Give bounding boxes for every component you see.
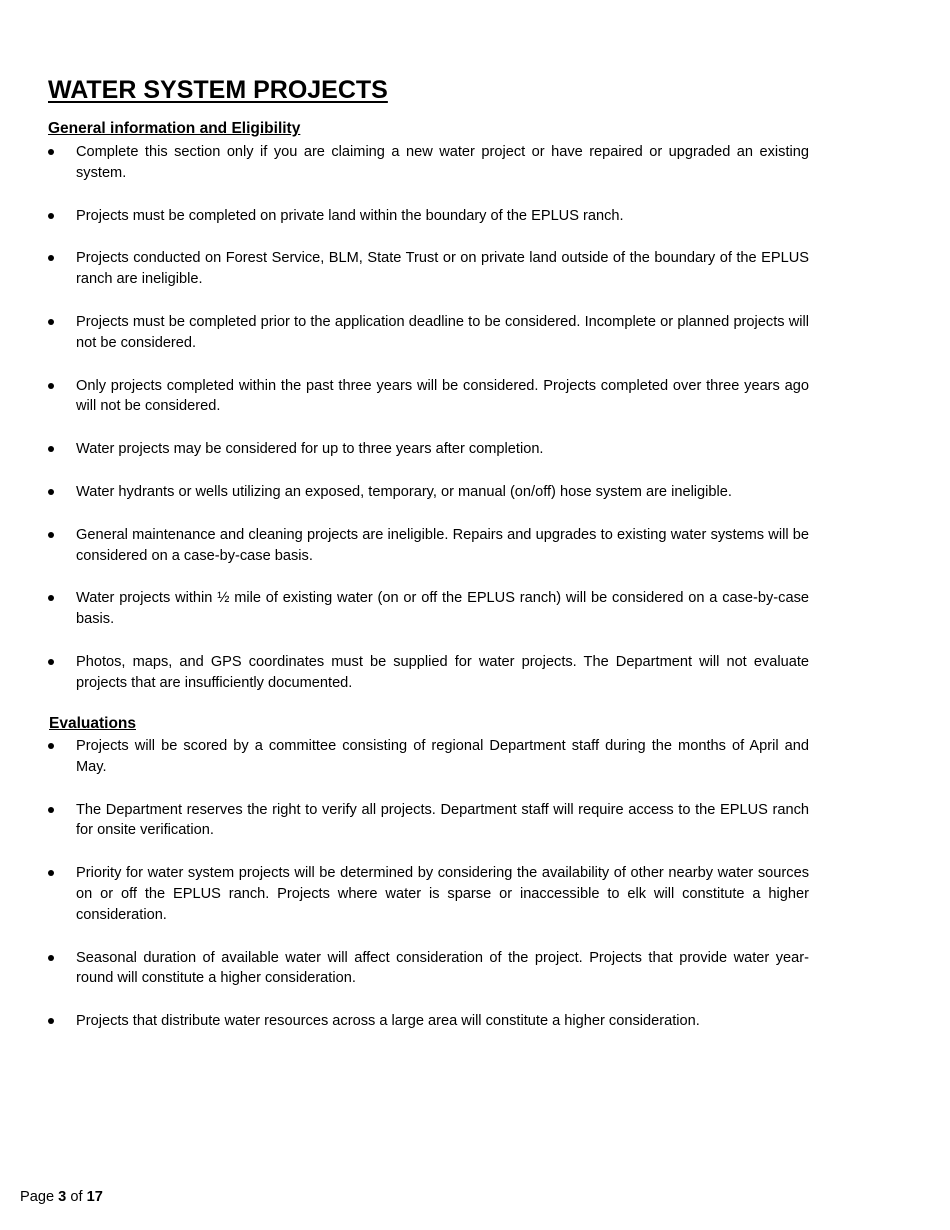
list-item — [48, 525, 809, 567]
list-item — [48, 863, 809, 925]
list-item-text: Projects that distribute water resources across a large area will constitute a higher consideration. — [76, 1013, 700, 1030]
bullet-icon — [48, 595, 54, 601]
section-heading-evaluations: Evaluations — [49, 715, 136, 732]
bullet-icon — [48, 532, 54, 538]
list-item-text: Projects conducted on Forest Service, BLM, State Trust or on private land outside of the boundary of the EPLUS ranch are ineligible. — [76, 250, 809, 288]
page-number-footer — [20, 1187, 103, 1207]
bullet-icon — [48, 255, 54, 261]
bullet-icon — [48, 319, 54, 325]
bullet-icon — [48, 446, 54, 452]
bullet-icon — [48, 955, 54, 961]
list-item — [48, 248, 809, 290]
bullet-icon — [48, 1018, 54, 1024]
list-item-text: General maintenance and cleaning projects are ineligible. Repairs and upgrades to existing water systems will be considered on a case-by-case basis. — [76, 526, 809, 564]
page-word: Page — [20, 1189, 55, 1205]
list-item-text: Only projects completed within the past three years will be considered. Projects completed over three years ago will not be considered. — [76, 377, 809, 415]
list-item-text: Projects must be completed prior to the application deadline to be considered. Incomplete or planned projects will not be considered. — [76, 313, 809, 351]
current-page-number: 3 — [58, 1189, 67, 1205]
list-item-text: Water projects may be considered for up to three years after completion. — [76, 441, 544, 458]
list-item-text: Complete this section only if you are claiming a new water project or have repaired or upgraded an existing system. — [76, 144, 809, 181]
bullet-icon — [48, 149, 54, 155]
bullet-icon — [48, 659, 54, 665]
list-item — [48, 652, 809, 694]
eligibility-list — [48, 142, 809, 716]
bullet-icon — [48, 870, 54, 876]
list-item-text: Photos, maps, and GPS coordinates must be supplied for water projects. The Department will not evaluate projects that are insufficiently documented. — [76, 653, 809, 691]
list-item — [48, 206, 809, 227]
list-item — [48, 376, 809, 418]
list-item-text: Water hydrants or wells utilizing an exposed, temporary, or manual (on/off) hose system are ineligible. — [76, 483, 732, 500]
list-item — [48, 1011, 809, 1032]
of-word: of — [70, 1189, 83, 1205]
bullet-icon — [48, 743, 54, 749]
bullet-icon — [48, 489, 54, 495]
list-item-text: Priority for water system projects will be determined by considering the availability of other nearby water sources on or off the EPLUS ranch. Projects where water is sparse or inaccessible to elk will constitute a higher consideration. — [76, 865, 809, 923]
total-pages-number: 17 — [86, 1189, 103, 1205]
list-item-text: The Department reserves the right to verify all projects. Department staff will require access to the EPLUS ranch for onsite verification. — [76, 801, 809, 839]
list-item — [48, 439, 809, 460]
list-item — [48, 588, 809, 630]
list-item — [48, 948, 809, 990]
bullet-icon — [48, 807, 54, 813]
list-item-text: Seasonal duration of available water will affect consideration of the project. Projects that provide water year-round will constitute a higher consideration. — [76, 949, 809, 987]
evaluations-list — [48, 736, 809, 1054]
bullet-icon — [48, 383, 54, 389]
section-heading-eligibility: General information and Eligibility — [48, 120, 301, 137]
page-title: WATER SYSTEM PROJECTS — [48, 76, 388, 104]
list-item — [48, 312, 809, 354]
list-item-text: Projects must be completed on private land within the boundary of the EPLUS ranch. — [76, 207, 624, 224]
list-item-text: Projects will be scored by a committee consisting of regional Department staff during the months of April and May. — [76, 738, 809, 775]
list-item — [48, 736, 809, 778]
list-item — [48, 482, 809, 503]
bullet-icon — [48, 213, 54, 219]
list-item-text: Water projects within ½ mile of existing water (on or off the EPLUS ranch) will be considered on a case-by-case basis. — [76, 590, 809, 628]
list-item — [48, 800, 809, 842]
list-item — [48, 142, 809, 184]
